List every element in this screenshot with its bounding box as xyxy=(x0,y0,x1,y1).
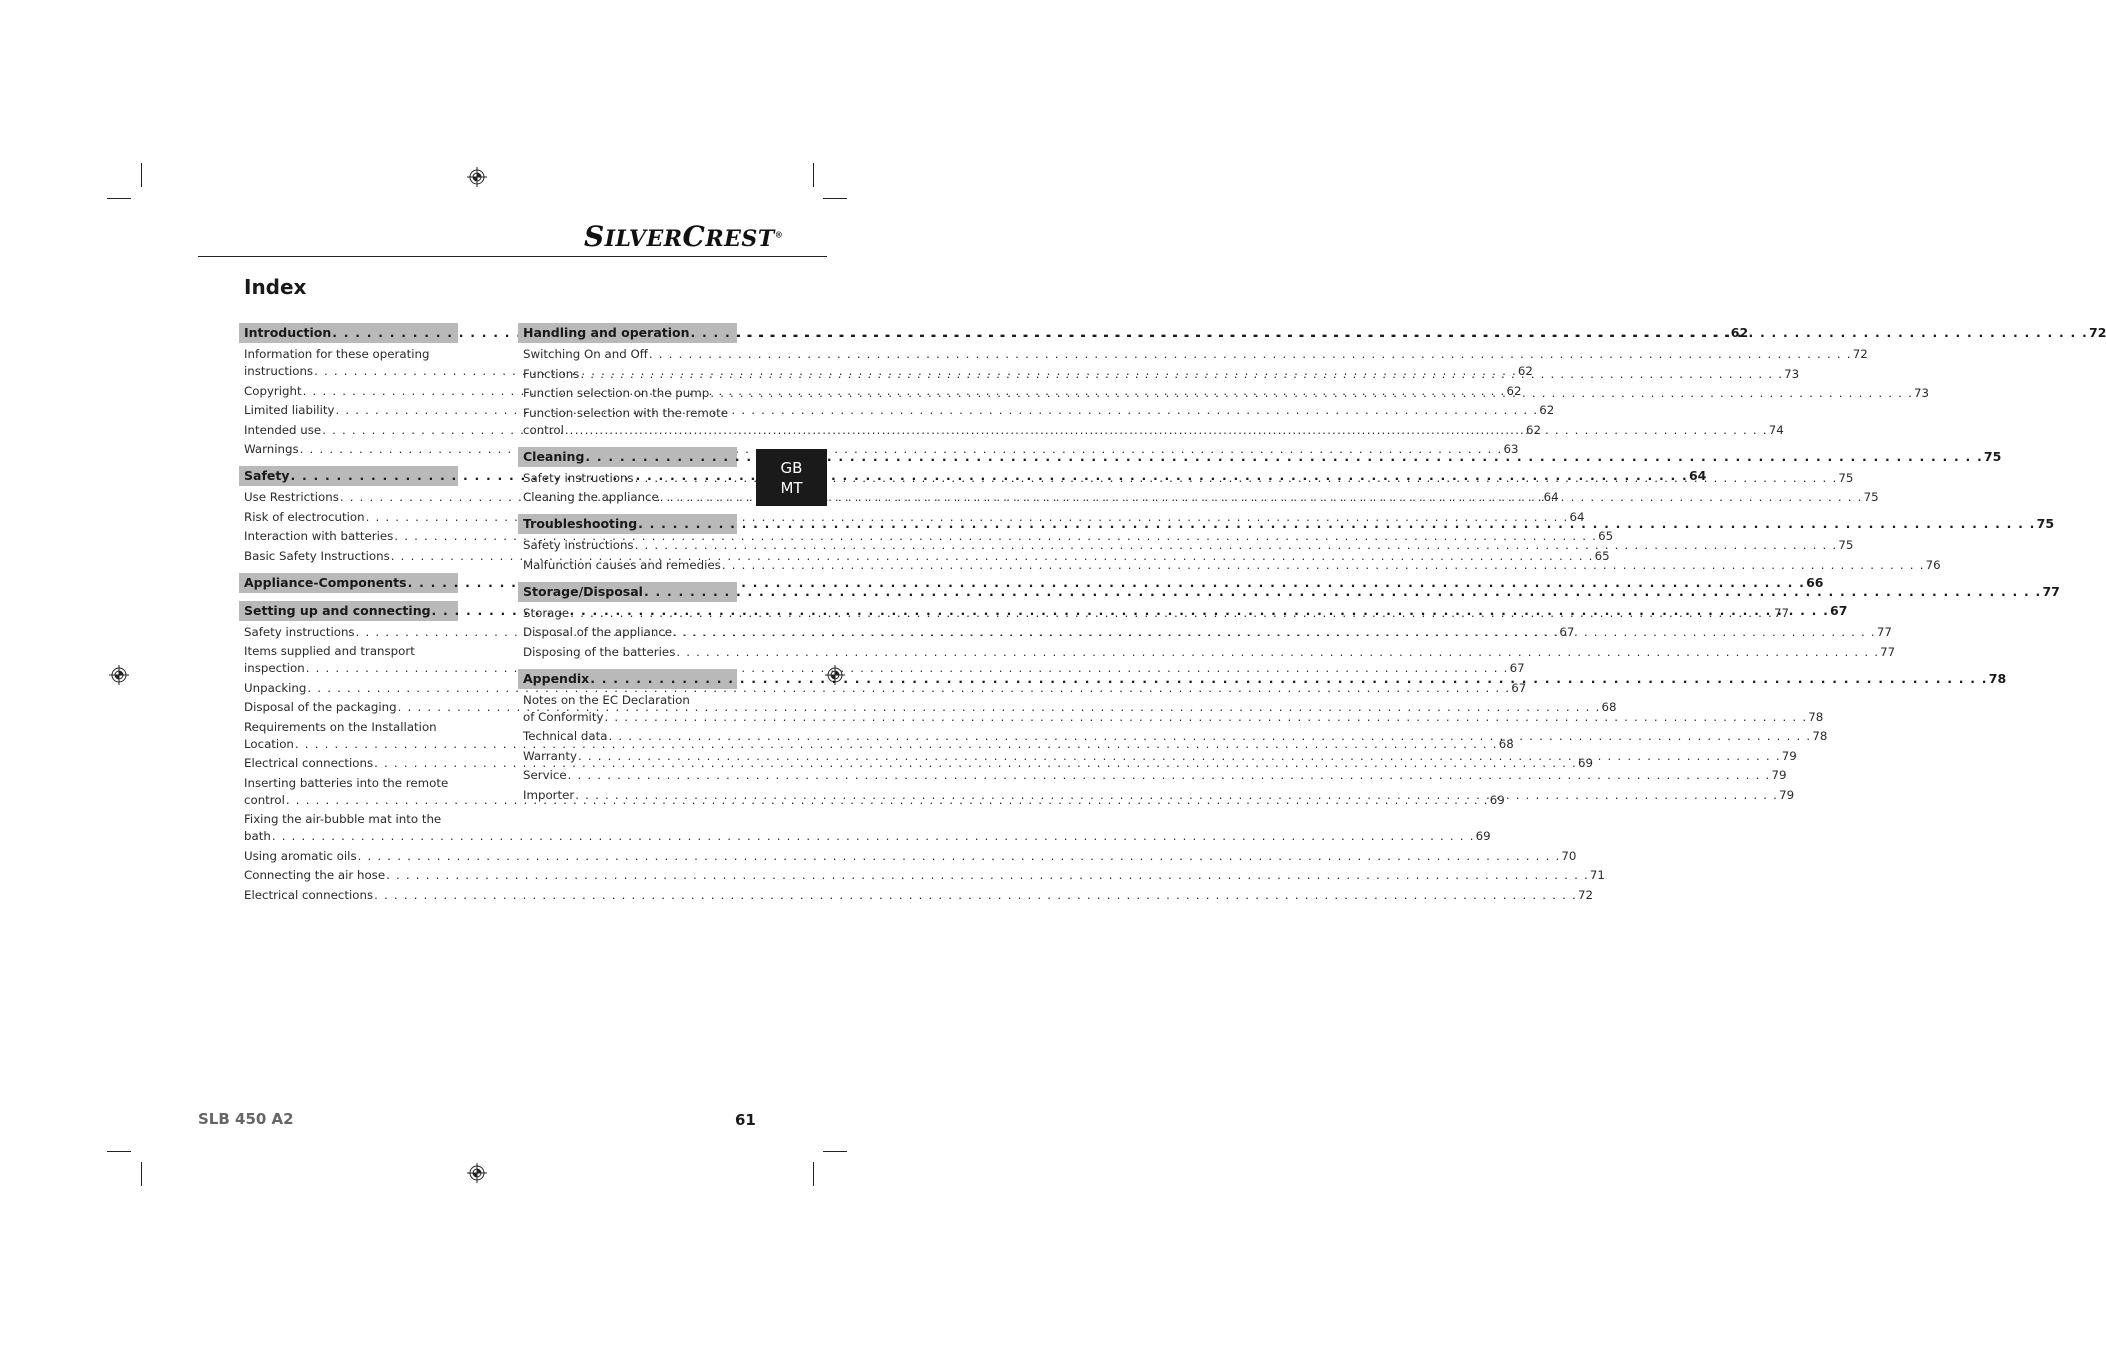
toc-entry xyxy=(518,557,1941,574)
entry-title: Safety instructions xyxy=(523,538,634,552)
entry-title-line: Items supplied and transport xyxy=(244,644,415,658)
leader-dots xyxy=(691,323,2089,343)
logo-letter: C xyxy=(682,220,706,253)
section-page: 64 xyxy=(1688,468,1707,483)
entry-page: 78 xyxy=(1808,709,1824,724)
toc-entry-row xyxy=(244,828,1491,845)
toc-entry xyxy=(518,767,1787,784)
entry-title: Electrical connections xyxy=(244,887,374,902)
entry-title-line: Fixing the air-bubble mat into the xyxy=(244,812,442,826)
entry-page: 79 xyxy=(1781,748,1797,763)
entry-page: 65 xyxy=(1598,529,1614,543)
section-page: 75 xyxy=(2036,516,2055,531)
toc-entry xyxy=(239,867,1605,884)
toc-entry-text xyxy=(523,537,1853,554)
entry-title-line: Information for these operating xyxy=(244,347,430,361)
toc-entry-row xyxy=(523,624,1892,641)
brand-logo xyxy=(584,220,783,253)
section-page: 67 xyxy=(1830,602,1848,618)
language-tab xyxy=(756,449,827,506)
entry-page: 69 xyxy=(1475,829,1491,843)
leader-dots xyxy=(649,346,1852,363)
toc-entry-text xyxy=(523,470,1853,487)
registration-mark-icon xyxy=(467,167,487,187)
leader-dots xyxy=(604,709,1807,726)
footer-page-number: 61 xyxy=(735,1111,756,1129)
toc-entry-row xyxy=(523,422,1784,439)
leader-dots xyxy=(660,489,1863,506)
section-title: Cleaning xyxy=(523,448,585,464)
entry-title-line: Function selection with the remote xyxy=(523,405,729,420)
entry-page: 62 xyxy=(1526,422,1542,437)
entry-title: Function selection on the pump xyxy=(523,386,710,400)
toc-entry-text xyxy=(523,346,1868,363)
section-page: 75 xyxy=(1983,448,2002,464)
entry-title: Safety instructions xyxy=(523,470,634,485)
entry-page: 72 xyxy=(1577,887,1593,902)
logo-letter: S xyxy=(741,226,758,252)
entry-title: Intended use xyxy=(244,422,322,437)
entry-page: 63 xyxy=(1503,442,1519,456)
crop-mark xyxy=(107,198,131,199)
crop-mark xyxy=(141,163,142,187)
section-title: Troubleshooting xyxy=(523,516,638,531)
section-title: Appendix xyxy=(523,670,590,686)
entry-title: Disposal of the appliance xyxy=(523,625,673,639)
entry-title: Disposing of the batteries xyxy=(523,644,676,659)
logo-letter: S xyxy=(584,220,605,253)
toc-entry xyxy=(239,680,1527,697)
toc-entry xyxy=(239,811,1491,845)
entry-page: 78 xyxy=(1812,729,1828,743)
toc-entry-row xyxy=(523,709,1823,726)
entry-title: Location xyxy=(244,736,294,751)
entry-title: Using aromatic oils xyxy=(244,848,357,863)
toc-entry-row xyxy=(523,728,1827,745)
footer-model: SLB 450 A2 xyxy=(198,1110,294,1128)
entry-title: Switching On and Off xyxy=(523,347,648,361)
entry-title: control xyxy=(523,422,564,437)
leader-dots xyxy=(565,422,1768,439)
entry-page: 77 xyxy=(1774,605,1790,620)
entry-page: 74 xyxy=(1768,422,1784,437)
section-title: Appliance-Components xyxy=(244,574,407,590)
crop-mark xyxy=(823,198,847,199)
logo-letter: I xyxy=(604,226,616,252)
toc-entry-row xyxy=(244,867,1605,884)
leader-dots xyxy=(638,514,2036,534)
entry-page: 77 xyxy=(1876,625,1892,639)
entry-title: Storage xyxy=(523,605,570,620)
entry-title: Cleaning the appliance xyxy=(523,490,659,504)
entry-page: 69 xyxy=(1577,756,1593,770)
entry-title: Warnings xyxy=(244,442,299,456)
section-title: Handling and operation xyxy=(523,325,690,340)
entry-page: 68 xyxy=(1601,700,1617,714)
toc-entry-text xyxy=(523,787,1794,804)
entry-page: 67 xyxy=(1559,624,1575,639)
entry-title: Warranty xyxy=(523,748,577,763)
header-rule xyxy=(198,256,827,257)
leader-dots xyxy=(676,644,1879,661)
logo-letter: T xyxy=(757,226,775,252)
leader-dots xyxy=(609,728,1812,745)
logo-letter: L xyxy=(615,226,629,252)
leader-dots xyxy=(578,748,1781,765)
toc-entry-row xyxy=(523,644,1895,661)
entry-title-line: Notes on the EC Declaration xyxy=(523,692,690,707)
toc-entry-text xyxy=(523,385,1929,402)
section-title: Storage/Disposal xyxy=(523,583,643,599)
toc-entry-row xyxy=(523,787,1794,804)
entry-title: Functions xyxy=(523,366,580,381)
leader-dots xyxy=(644,582,2042,602)
leader-dots xyxy=(673,624,1876,641)
toc-entry-text xyxy=(244,848,1576,865)
registration-mark-icon xyxy=(467,1163,487,1183)
entry-title: Importer xyxy=(523,787,575,802)
toc-entry-text xyxy=(523,489,1879,506)
toc-entry-text xyxy=(523,624,1892,641)
entry-page: 79 xyxy=(1779,787,1795,802)
entry-title-line: Requirements on the Installation xyxy=(244,719,437,734)
entry-title: Technical data xyxy=(523,729,608,743)
entry-title: Interaction with batteries xyxy=(244,529,394,543)
entry-title: Basic Safety Instructions xyxy=(244,548,390,563)
registered-mark-icon: ® xyxy=(774,229,784,240)
toc-entry-text xyxy=(244,811,1491,845)
entry-title: control xyxy=(244,792,285,807)
entry-page: 70 xyxy=(1561,848,1577,863)
toc-entry-text xyxy=(523,767,1786,784)
leader-dots xyxy=(635,537,1838,554)
entry-page: 62 xyxy=(1506,383,1522,398)
toc-entry-row xyxy=(523,537,1853,554)
toc-entry-text xyxy=(523,405,1784,439)
leader-dots xyxy=(374,887,1577,904)
crop-mark xyxy=(823,1151,847,1152)
entry-title-line: Inserting batteries into the remote xyxy=(244,775,449,790)
entry-title: Copyright xyxy=(244,383,302,398)
toc-entry xyxy=(239,887,1593,904)
toc-entry-text xyxy=(523,605,1789,622)
toc-entry-text xyxy=(523,748,1797,765)
section-page: 66 xyxy=(1806,574,1824,590)
toc-entry-row xyxy=(523,605,1789,622)
toc-entry xyxy=(239,848,1577,865)
toc-entry-row xyxy=(523,767,1786,784)
toc-entry-row xyxy=(523,557,1941,574)
entry-page: 72 xyxy=(1852,347,1868,361)
leader-dots xyxy=(358,848,1561,865)
entry-title: Malfunction causes and remedies xyxy=(523,557,721,572)
crop-mark xyxy=(107,1151,131,1152)
section-title: Setting up and connecting xyxy=(244,602,431,618)
toc-entry-row xyxy=(244,848,1576,865)
leader-dots xyxy=(568,767,1771,784)
entry-title: Connecting the air hose xyxy=(244,868,386,882)
toc-entry-row xyxy=(523,366,1799,383)
entry-title: of Conformity xyxy=(523,709,604,724)
leader-dots xyxy=(590,669,1988,689)
entry-title: Safety instructions xyxy=(244,624,355,639)
section-page: 78 xyxy=(1988,670,2007,686)
crop-mark xyxy=(813,1162,814,1186)
entry-page: 75 xyxy=(1838,470,1854,485)
entry-page: 76 xyxy=(1925,557,1941,572)
leader-dots xyxy=(570,605,1773,622)
entry-page: 65 xyxy=(1594,548,1610,563)
leader-dots xyxy=(580,366,1783,383)
entry-page: 67 xyxy=(1511,680,1527,695)
entry-page: 77 xyxy=(1880,644,1896,659)
section-page: 62 xyxy=(1730,325,1749,340)
entry-title: Disposal of the packaging xyxy=(244,700,397,714)
entry-page: 73 xyxy=(1914,386,1930,400)
entry-page: 71 xyxy=(1589,868,1605,882)
logo-letter: R xyxy=(705,226,725,252)
leader-dots xyxy=(386,867,1589,884)
entry-page: 75 xyxy=(1838,538,1854,552)
entry-title: Use Restrictions xyxy=(244,490,339,504)
logo-letter: R xyxy=(663,226,683,252)
toc-entry-text xyxy=(523,557,1941,574)
entry-page: 69 xyxy=(1489,792,1505,807)
toc-entry xyxy=(518,346,1868,363)
toc-entry-row xyxy=(244,887,1593,904)
entry-title: instructions xyxy=(244,364,314,378)
entry-page: 68 xyxy=(1498,736,1514,751)
entry-page: 79 xyxy=(1771,768,1787,782)
logo-letter: E xyxy=(724,226,742,252)
registration-mark-icon xyxy=(109,665,129,685)
leader-dots xyxy=(575,787,1778,804)
entry-title: bath xyxy=(244,829,271,843)
section-title: Introduction xyxy=(244,325,332,340)
language-code-mt: MT xyxy=(780,478,803,497)
entry-page: 62 xyxy=(1517,364,1533,378)
language-code-gb: GB xyxy=(780,458,803,477)
leader-dots xyxy=(722,557,1925,574)
logo-letter: E xyxy=(646,226,664,252)
entry-page: 62 xyxy=(1539,403,1555,417)
toc-entry-text xyxy=(244,867,1605,884)
entry-title: inspection xyxy=(244,661,305,675)
leader-dots xyxy=(710,385,1913,402)
toc-entry-text xyxy=(523,366,1799,383)
toc-entry xyxy=(518,605,1790,622)
toc-entry xyxy=(518,537,1854,554)
entry-page: 75 xyxy=(1863,490,1879,504)
entry-title: Service xyxy=(523,768,567,782)
toc-entry-row xyxy=(523,346,1868,363)
toc-entry-text xyxy=(523,692,1823,726)
leader-dots xyxy=(272,828,1475,845)
section-page: 77 xyxy=(2042,583,2060,599)
entry-page: 67 xyxy=(1509,661,1525,675)
toc-entry-row xyxy=(523,489,1879,506)
entry-page: 64 xyxy=(1569,509,1585,524)
entry-page: 64 xyxy=(1543,490,1559,504)
toc-entry-row xyxy=(523,385,1929,402)
toc-entry-row xyxy=(523,470,1853,487)
toc-entry-row xyxy=(523,748,1797,765)
crop-mark xyxy=(813,163,814,187)
entry-page: 73 xyxy=(1784,366,1800,381)
entry-title: Risk of electrocution xyxy=(244,509,365,524)
crop-mark xyxy=(141,1162,142,1186)
logo-letter: V xyxy=(628,226,647,252)
toc-entry xyxy=(518,644,1896,661)
entry-title: Electrical connections xyxy=(244,756,374,770)
entry-title: Unpacking xyxy=(244,680,307,695)
toc-entry-text xyxy=(244,887,1593,904)
toc-entry-text xyxy=(523,644,1895,661)
entry-title: Limited liability xyxy=(244,403,335,417)
toc-entry-text xyxy=(523,728,1827,745)
section-title: Safety xyxy=(244,468,290,483)
page-title: Index xyxy=(244,275,307,299)
section-page: 72 xyxy=(2089,325,2106,340)
